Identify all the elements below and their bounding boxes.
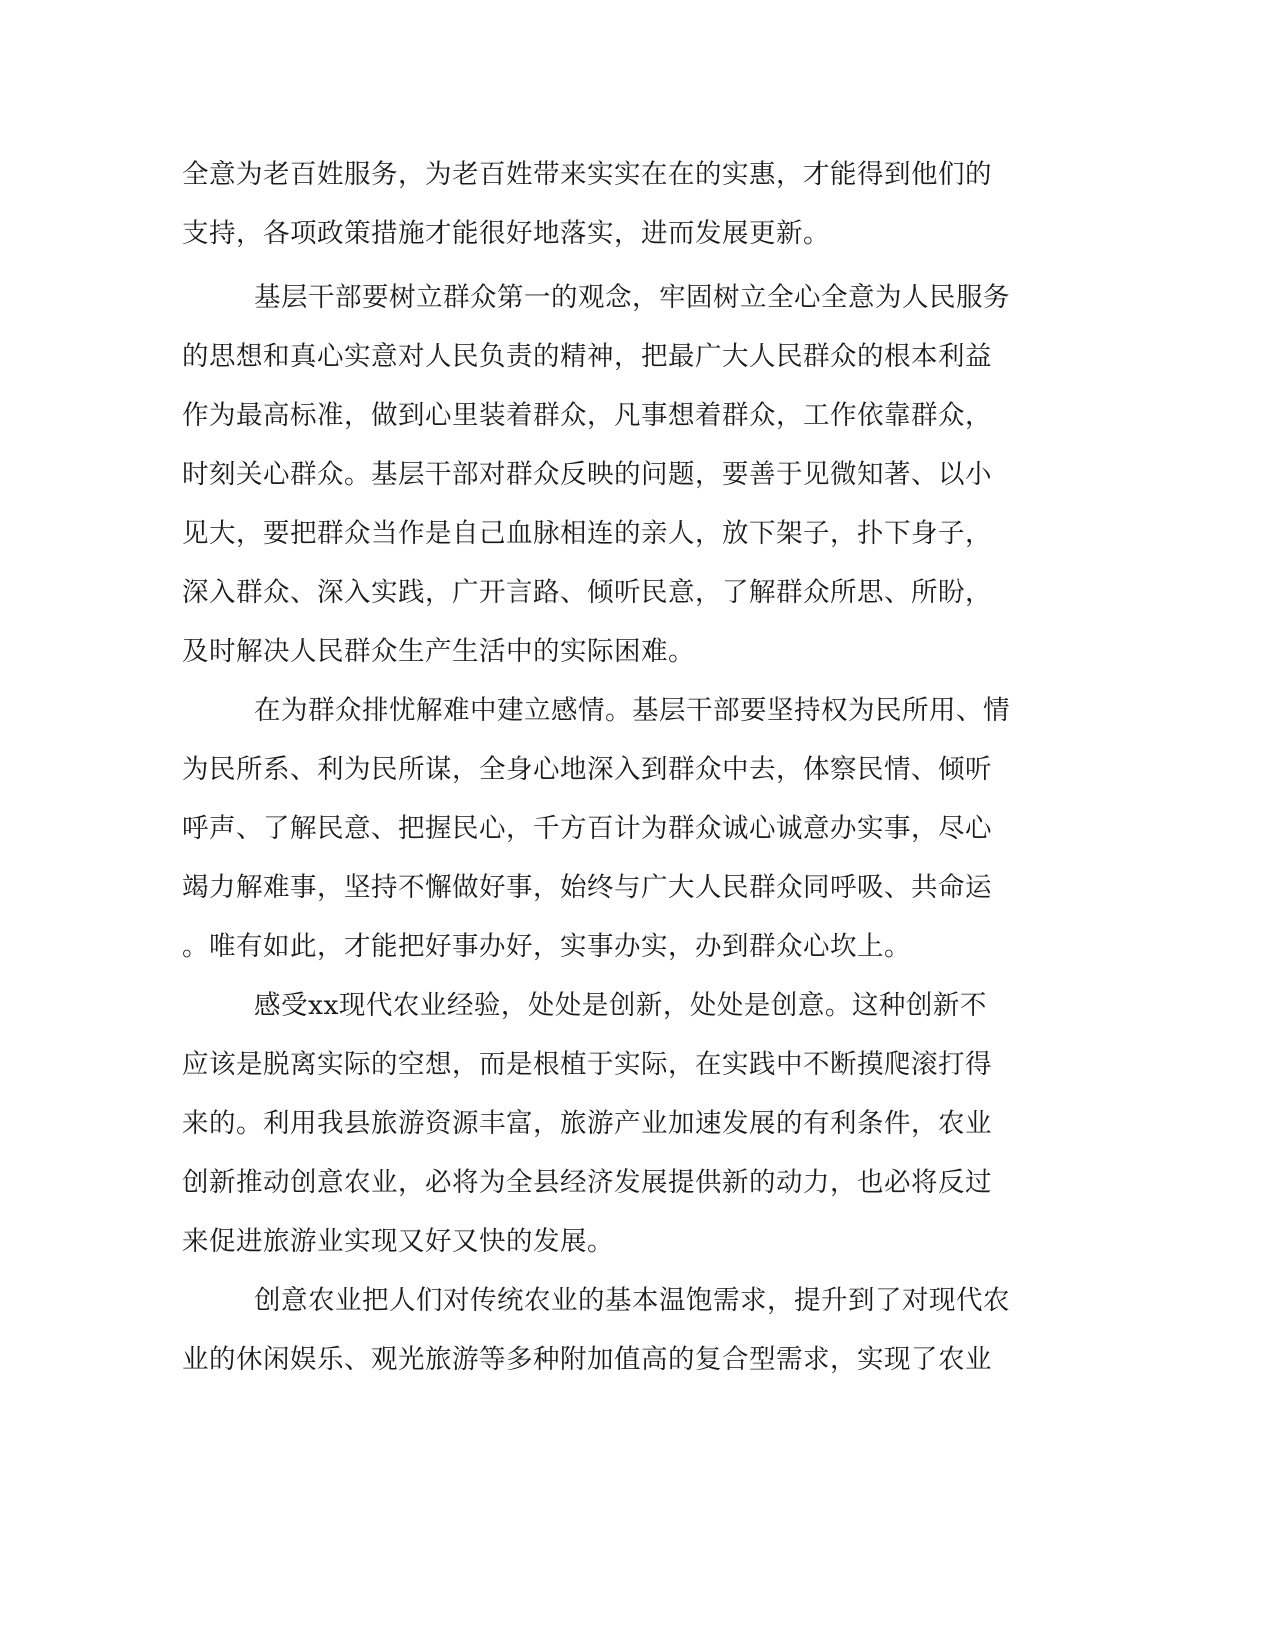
text-line: 的思想和真心实意对人民负责的精神，把最广大人民群众的根本利益 [182, 341, 992, 372]
text-line: 作为最高标准，做到心里装着群众，凡事想着群众，工作依靠群众， [182, 400, 992, 431]
text-line: 。唯有如此，才能把好事办好，实事办实，办到群众心坎上。 [182, 931, 911, 962]
text-line: 深入群众、深入实践，广开言路、倾听民意，了解群众所思、所盼， [182, 577, 992, 608]
text-line: 来促进旅游业实现又好又快的发展。 [182, 1226, 614, 1257]
text-line: 全意为老百姓服务，为老百姓带来实实在在的实惠，才能得到他们的 [182, 159, 992, 190]
text-line: 业的休闲娱乐、观光旅游等多种附加值高的复合型需求，实现了农业 [182, 1344, 992, 1375]
text-line: 见大，要把群众当作是自己血脉相连的亲人，放下架子，扑下身子， [182, 518, 992, 549]
paragraph-first-line: 在为群众排忧解难中建立感情。基层干部要坚持权为民所用、情 [254, 695, 1010, 726]
text-line: 呼声、了解民意、把握民心，千方百计为群众诚心诚意办实事，尽心 [182, 813, 992, 844]
paragraph-first-line: 创意农业把人们对传统农业的基本温饱需求，提升到了对现代农 [254, 1285, 1010, 1316]
text-line: 支持，各项政策措施才能很好地落实，进而发展更新。 [182, 218, 830, 249]
text-line: 竭力解难事，坚持不懈做好事，始终与广大人民群众同呼吸、共命运 [182, 872, 992, 903]
text-line: 为民所系、利为民所谋，全身心地深入到群众中去，体察民情、倾听 [182, 754, 992, 785]
paragraph-first-line: 感受xx现代农业经验，处处是创新，处处是创意。这种创新不 [254, 990, 987, 1021]
text-line: 来的。利用我县旅游资源丰富，旅游产业加速发展的有利条件，农业 [182, 1108, 992, 1139]
text-line: 及时解决人民群众生产生活中的实际困难。 [182, 636, 695, 667]
text-line: 应该是脱离实际的空想，而是根植于实际，在实践中不断摸爬滚打得 [182, 1049, 992, 1080]
text-line: 时刻关心群众。基层干部对群众反映的问题，要善于见微知著、以小 [182, 459, 992, 490]
paragraph-first-line: 基层干部要树立群众第一的观念，牢固树立全心全意为人民服务 [254, 282, 1010, 313]
text-line: 创新推动创意农业，必将为全县经济发展提供新的动力，也必将反过 [182, 1167, 992, 1198]
